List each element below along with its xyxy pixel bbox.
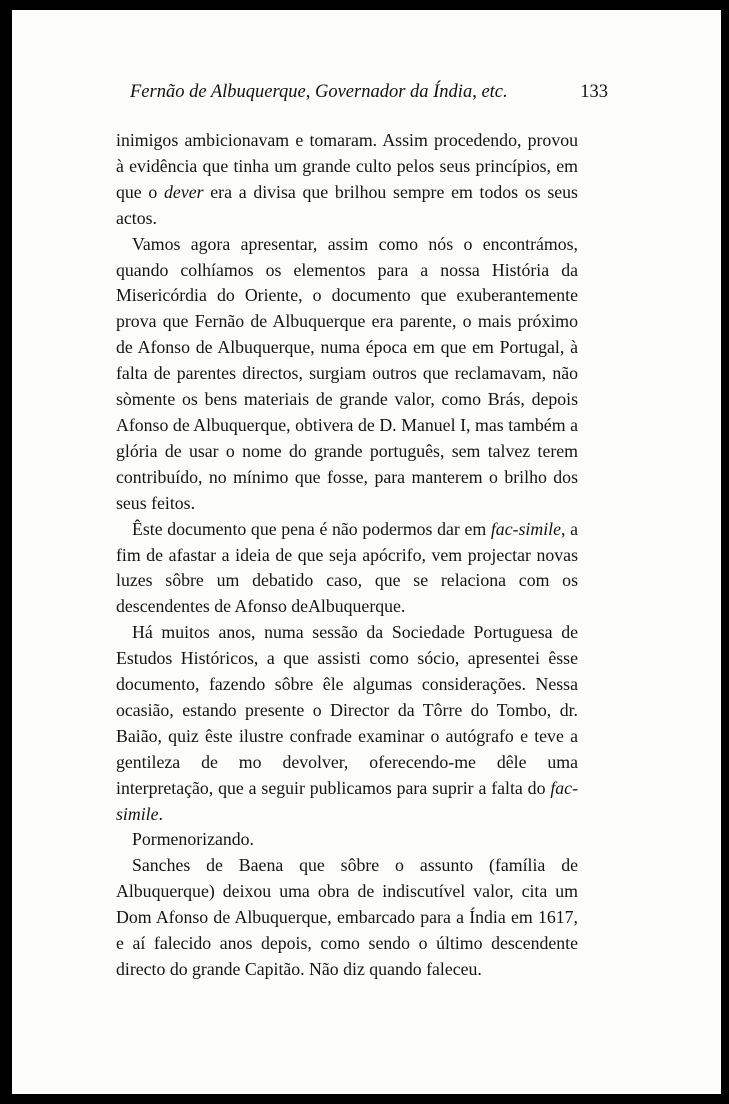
- paragraph-3-text-b: , a fim de afastar a ideia de que seja apócrifo, vem projectar novas luzes sôbre um debatido caso, que se relaciona com os descendentes de Afonso deAlbuquerque.: [116, 518, 578, 617]
- paragraph-6: Sanches de Baena que sôbre o assunto (família de Albuquerque) deixou uma obra de indiscutível valor, cita um Dom Afonso de Albuquerque, embarcado para a Índia em 1617, e aí falecido anos depois, como sendo o último descendente directo do grande Capitão. Não diz quando faleceu.: [116, 855, 578, 979]
- paragraph-3-emphasis: fac-simile: [490, 518, 561, 539]
- paragraph-2: Vamos agora apresentar, assim como nós o encontrámos, quando colhíamos os elementos para a nossa História da Misericórdia do Oriente, o documento que exuberantemente prova que Fernão de Albuquerque era parente, o mais próximo de Afonso de Albuquerque, numa época em que em Portugal, à falta de parentes directos, surgiam outros que reclamavam, não sòmente os bens materiais de grande valor, como Brás, depois Afonso de Albuquerque, obtivera de D. Manuel I, mas também a glória de usar o nome do grande português, sem talvez terem contribuído, no mínimo que fosse, para manterem o brilho dos seus feitos.: [116, 233, 578, 513]
- running-header: [130, 82, 608, 103]
- book-page: [12, 10, 721, 1094]
- paragraph-4-emphasis: fac-simile: [116, 777, 578, 824]
- paragraph-3: [116, 517, 578, 621]
- paragraph-4-text-b: .: [158, 803, 163, 824]
- running-title: Fernão de Albuquerque, Governador da Índia, etc.: [130, 82, 508, 102]
- body-text: [116, 128, 578, 983]
- paragraph-1-emphasis: dever: [164, 181, 204, 202]
- paragraph-5: Pormenorizando.: [132, 829, 254, 850]
- paragraph-1: [116, 128, 578, 232]
- paragraph-4-text-a: Há muitos anos, numa sessão da Sociedade Portuguesa de Estudos Históricos, a que assisti como sócio, apresentei êsse documento, fazendo sôbre êle algumas considerações. Nessa ocasião, estando presente o Director da Tôrre do Tombo, dr. Baião, quiz êste ilustre confrade examinar o autógrafo e teve a gentileza de mo devolver, oferecendo-me dêle uma interpretação, que a seguir publicamos para suprir a falta do: [116, 622, 578, 798]
- paragraph-4: [116, 620, 578, 827]
- paragraph-1-text-a: inimigos ambicionavam e tomaram. Assim procedendo, provou à evidência que tinha um grande culto pelos seus princípios, em que o: [116, 130, 578, 202]
- paragraph-1-text-b: era a divisa que brilhou sempre em todos os seus actos.: [116, 181, 578, 228]
- page-number: 133: [580, 82, 608, 102]
- paragraph-3-text-a: Êste documento que pena é não podermos dar em: [132, 518, 491, 539]
